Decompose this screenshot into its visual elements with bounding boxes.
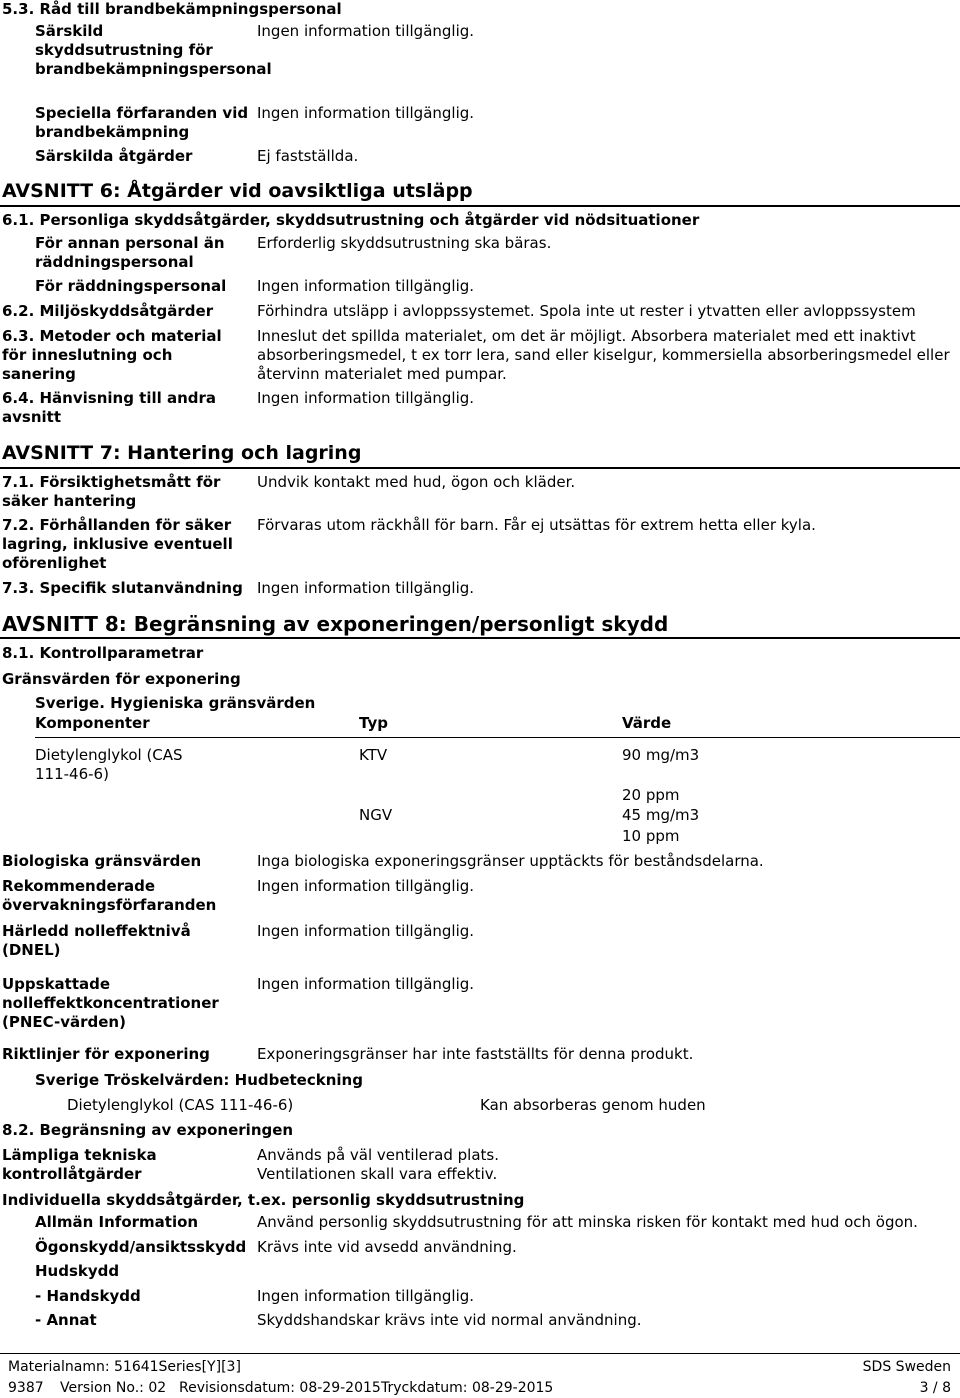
skin-notation-heading: Sverige Tröskelvärden: Hudbeteckning bbox=[35, 1071, 363, 1089]
table-row-component: Dietylenglykol (CAS 111-46-6) bbox=[35, 746, 183, 783]
label-specific-end-use: 7.3. Specifik slutanvändning bbox=[2, 579, 243, 597]
value-environmental-precautions: Förhindra utsläpp i avloppssystemet. Spola inte ut rester i ytvatten eller avloppssystem bbox=[257, 302, 916, 320]
table-row-value-ngv-mg: 45 mg/m3 bbox=[622, 806, 700, 824]
value-dnel: Ingen information tillgänglig. bbox=[257, 922, 475, 940]
label-dnel: Härledd nolleffektnivå (DNEL) bbox=[2, 922, 191, 959]
label-special-protective-equipment: Särskild skyddsutrustning för brandbekämpningspersonal bbox=[35, 22, 272, 78]
label-reference-other-sections: 6.4. Hänvisning till andra avsnitt bbox=[2, 389, 217, 426]
value-safe-handling: Undvik kontakt med hud, ögon och kläder. bbox=[257, 473, 576, 491]
col-header-value: Värde bbox=[622, 714, 672, 732]
exposure-limits-heading: Gränsvärden för exponering bbox=[2, 670, 241, 688]
label-biological-limits: Biologiska gränsvärden bbox=[2, 852, 202, 870]
value-specific-end-use: Ingen information tillgänglig. bbox=[257, 579, 475, 597]
label-eye-protection: Ögonskydd/ansiktsskydd bbox=[35, 1238, 247, 1256]
value-reference-other-sections: Ingen information tillgänglig. bbox=[257, 389, 475, 407]
label-rescue-personnel: För räddningspersonal bbox=[35, 277, 227, 295]
label-general-information: Allmän Information bbox=[35, 1213, 199, 1231]
value-hand-protection: Ingen information tillgänglig. bbox=[257, 1287, 475, 1305]
label-special-measures: Särskilda åtgärder bbox=[35, 147, 193, 165]
label-skin-protection: Hudskydd bbox=[35, 1262, 120, 1280]
value-pnec: Ingen information tillgänglig. bbox=[257, 975, 475, 993]
label-environmental-precautions: 6.2. Miljöskyddsåtgärder bbox=[2, 302, 214, 320]
value-rescue-personnel: Ingen information tillgänglig. bbox=[257, 277, 475, 295]
value-other-personnel: Erforderlig skyddsutrustning ska bäras. bbox=[257, 234, 552, 252]
footer-material-name: Materialnamn: 51641Series[Y][3] bbox=[8, 1359, 241, 1375]
section-7-rule bbox=[0, 467, 960, 469]
label-hand-protection: - Handskydd bbox=[35, 1287, 141, 1305]
footer-revision-date: Revisionsdatum: 08-29-2015 bbox=[179, 1380, 381, 1396]
section-8-1-heading: 8.1. Kontrollparametrar bbox=[2, 644, 204, 662]
label-engineering-controls: Lämpliga tekniska kontrollåtgärder bbox=[2, 1146, 157, 1183]
table-row-value-ktv-mg: 90 mg/m3 bbox=[622, 746, 700, 764]
label-safe-handling: 7.1. Försiktighetsmått för säker hantering bbox=[2, 473, 221, 510]
value-general-information: Använd personlig skyddsutrustning för att minska risken för kontakt med hud och ögon. bbox=[257, 1213, 918, 1231]
value-firefighting-procedures: Ingen information tillgänglig. bbox=[257, 104, 475, 122]
col-header-component: Komponenter bbox=[35, 714, 150, 732]
limits-table-caption: Sverige. Hygieniska gränsvärden bbox=[35, 694, 316, 712]
ppe-heading: Individuella skyddsåtgärder, t.ex. personlig skyddsutrustning bbox=[2, 1191, 525, 1209]
skin-notation-value: Kan absorberas genom huden bbox=[480, 1096, 706, 1114]
section-6-1-heading: 6.1. Personliga skyddsåtgärder, skyddsutrustning och åtgärder vid nödsituationer bbox=[2, 211, 700, 229]
value-safe-storage: Förvaras utom räckhåll för barn. Får ej utsättas för extrem hetta eller kyla. bbox=[257, 516, 816, 534]
footer-rule bbox=[0, 1353, 960, 1354]
section-8-rule bbox=[0, 637, 960, 639]
limits-table-header-rule bbox=[35, 737, 960, 738]
footer-sds-sweden: SDS Sweden bbox=[862, 1359, 951, 1375]
label-pnec: Uppskattade nolleffektkoncentrationer (PNEC-värden) bbox=[2, 975, 219, 1031]
value-engineering-controls-1: Används på väl ventilerad plats. bbox=[257, 1146, 499, 1164]
section-6-rule bbox=[0, 205, 960, 207]
label-exposure-guidelines: Riktlinjer för exponering bbox=[2, 1045, 210, 1063]
section-8-2-heading: 8.2. Begränsning av exponeringen bbox=[2, 1121, 294, 1139]
footer-print-date: Tryckdatum: 08-29-2015 bbox=[381, 1380, 554, 1396]
table-row-value-ngv-ppm: 10 ppm bbox=[622, 827, 680, 845]
value-special-protective-equipment: Ingen information tillgänglig. bbox=[257, 22, 475, 40]
value-exposure-guidelines: Exponeringsgränser har inte fastställts för denna produkt. bbox=[257, 1045, 694, 1063]
label-monitoring-procedures: Rekommenderade övervakningsförfaranden bbox=[2, 877, 217, 914]
label-containment-methods: 6.3. Metoder och material för inneslutning och sanering bbox=[2, 327, 222, 383]
col-header-type: Typ bbox=[359, 714, 388, 732]
footer-version: Version No.: 02 bbox=[60, 1380, 167, 1396]
skin-notation-component: Dietylenglykol (CAS 111-46-6) bbox=[67, 1096, 294, 1114]
section-7-title: AVSNITT 7: Hantering och lagring bbox=[2, 442, 362, 464]
footer-doc-number: 9387 bbox=[8, 1380, 44, 1396]
label-other-personnel: För annan personal än räddningspersonal bbox=[35, 234, 225, 271]
value-containment-methods: Inneslut det spillda materialet, om det är möjligt. Absorbera materialet med ett inaktivt absorberingsmedel, t ex torr lera, sand eller kiselgur, kommersiella absorberingsmedel eller återvinn materialet med pumpar. bbox=[257, 327, 950, 383]
footer-page-number: 3 / 8 bbox=[919, 1380, 951, 1396]
value-other-protection: Skyddshandskar krävs inte vid normal användning. bbox=[257, 1311, 642, 1329]
section-5-3-heading: 5.3. Råd till brandbekämpningspersonal bbox=[2, 0, 342, 18]
table-row-type-ktv: KTV bbox=[359, 746, 388, 764]
label-safe-storage: 7.2. Förhållanden för säker lagring, inklusive eventuell oförenlighet bbox=[2, 516, 233, 572]
section-8-title: AVSNITT 8: Begränsning av exponeringen/personligt skydd bbox=[2, 612, 669, 636]
value-engineering-controls-2: Ventilationen skall vara effektiv. bbox=[257, 1165, 498, 1183]
section-6-title: AVSNITT 6: Åtgärder vid oavsiktliga utsläpp bbox=[2, 180, 473, 202]
value-biological-limits: Inga biologiska exponeringsgränser upptäckts för beståndsdelarna. bbox=[257, 852, 764, 870]
label-firefighting-procedures: Speciella förfaranden vid brandbekämpning bbox=[35, 104, 249, 141]
table-row-value-ktv-ppm: 20 ppm bbox=[622, 786, 680, 804]
table-row-type-ngv: NGV bbox=[359, 806, 393, 824]
value-special-measures: Ej fastställda. bbox=[257, 147, 359, 165]
label-other-protection: - Annat bbox=[35, 1311, 97, 1329]
value-monitoring-procedures: Ingen information tillgänglig. bbox=[257, 877, 475, 895]
value-eye-protection: Krävs inte vid avsedd användning. bbox=[257, 1238, 517, 1256]
